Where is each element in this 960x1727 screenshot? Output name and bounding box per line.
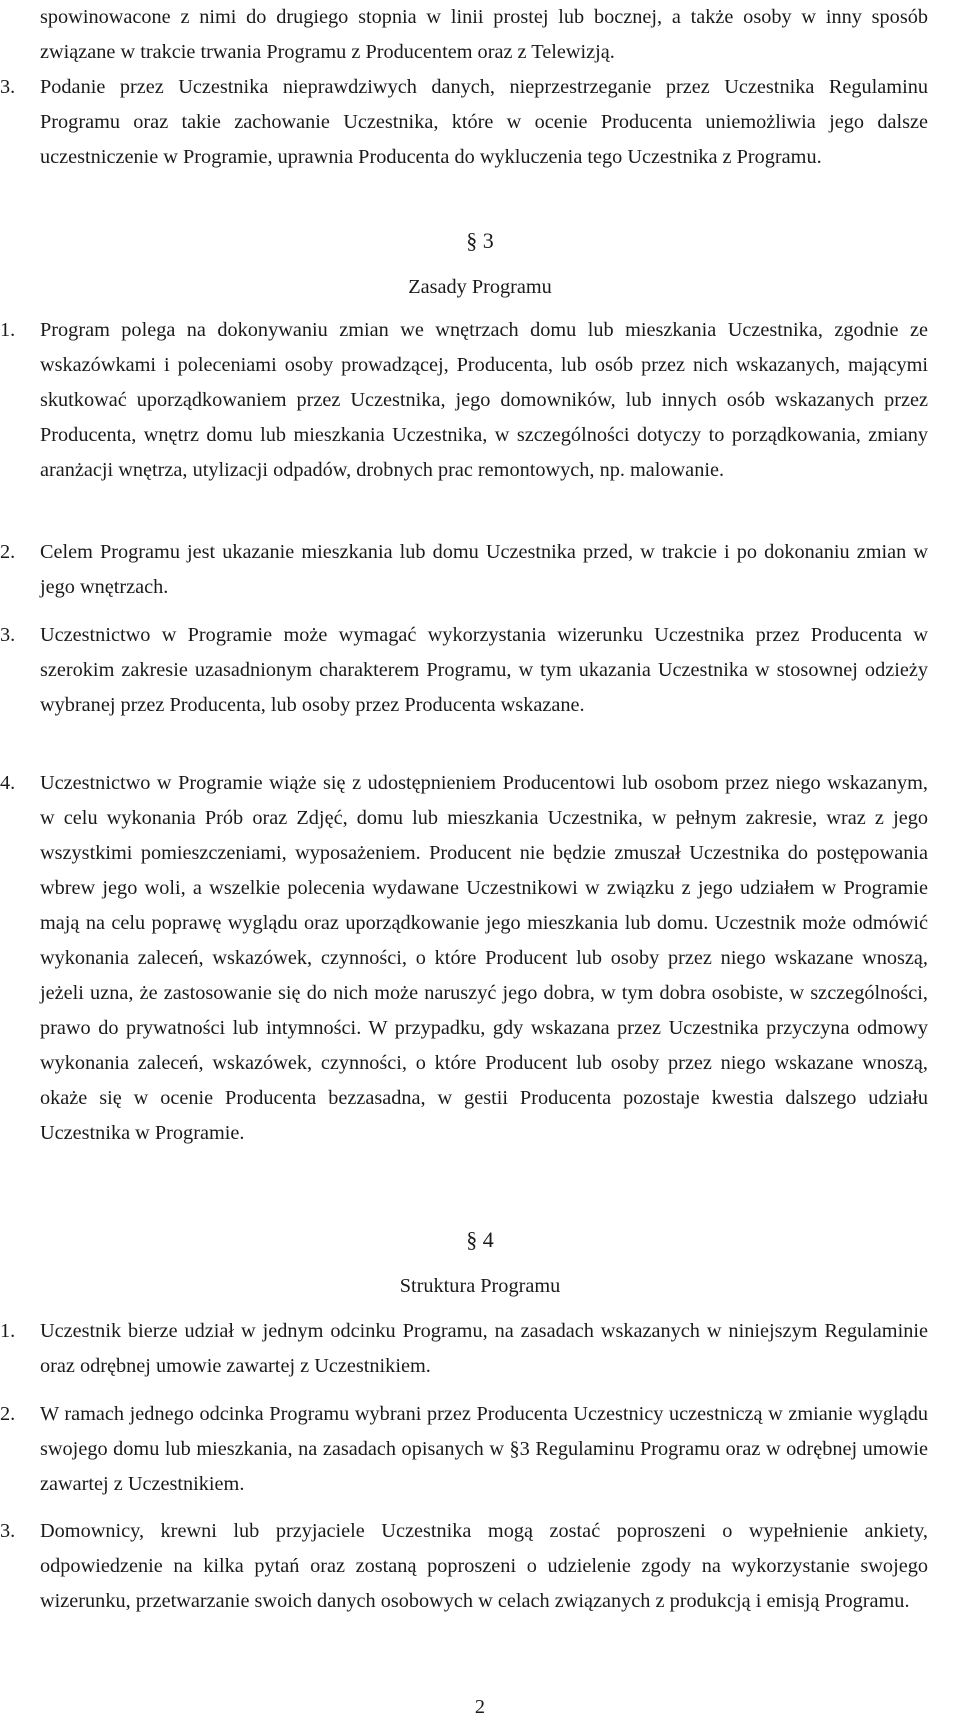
item-text: Domownicy, krewni lub przyjaciele Uczestnika mogą zostać poproszeni o wypełnienie ankiety, odpowiedzenie na kilka pytań oraz zostaną poproszeni o udzielenie zgody na wykorzystanie swojego wizerunku, przetwarzanie swoich danych osobowych w celach związanych z produkcją i emisją Programu. [40,1520,928,1612]
page-number: 2 [474,1696,486,1718]
item-number: 3. [0,624,16,646]
item-number: 1. [0,1320,16,1342]
item-text: W ramach jednego odcinka Programu wybrani przez Producenta Uczestnicy uczestniczą w zmianie wyglądu swojego domu lub mieszkania, na zasadach opisanych w §3 Regulaminu Programu oraz w odrębnej umowie zawartej z Uczestnikiem. [40,1403,928,1495]
section2-item-3 [0,70,928,175]
item-text: Uczestnik bierze udział w jednym odcinku Programu, na zasadach wskazanych w niniejszym Regulaminie oraz odrębnej umowie zawartej z Uczestnikiem. [40,1320,928,1377]
section3-item-3 [0,618,928,723]
item-number: 2. [0,1403,16,1425]
intro-continuation-paragraph: spowinowacone z nimi do drugiego stopnia w linii prostej lub bocznej, a także osoby w inny sposób związane w trakcie trwania Programu z Producentem oraz z Telewizją. [40,6,928,63]
item-text: Podanie przez Uczestnika nieprawdziwych danych, nieprzestrzeganie przez Uczestnika Regulaminu Programu oraz takie zachowanie Uczestnika, które w ocenie Producenta uniemożliwia jego dalsze uczestniczenie w Programie, uprawnia Producenta do wykluczenia tego Uczestnika z Programu. [40,76,928,168]
item-number: 3. [0,1520,16,1542]
item-text: Celem Programu jest ukazanie mieszkania lub domu Uczestnika przed, w trakcie i po dokonaniu zmian w jego wnętrzach. [40,541,928,598]
item-number: 2. [0,541,16,563]
section-3-title: Zasady Programu [408,276,552,298]
item-number: 4. [0,772,16,794]
item-number: 3. [0,76,16,98]
item-text: Program polega na dokonywaniu zmian we wnętrzach domu lub mieszkania Uczestnika, zgodnie ze wskazówkami i poleceniami osoby prowadzącej, Producenta, lub osób przez nich wskazanych, mającymi skutkować uporządkowaniem przez Uczestnika, jego domowników, lub innych osób wskazanych przez Producenta, wnętrz domu lub mieszkania Uczestnika, w szczególności dotyczy to porządkowania, zmiany aranżacji wnętrza, utylizacji odpadów, drobnych prac remontowych, np. malowanie. [40,319,928,481]
section-3-heading: § 3 [466,228,494,253]
section4-item-3 [0,1514,928,1619]
section-4-heading: § 4 [466,1227,494,1252]
item-text: Uczestnictwo w Programie wiąże się z udostępnieniem Producentowi lub osobom przez niego wskazanym, w celu wykonania Prób oraz Zdjęć, domu lub mieszkania Uczestnika, w pełnym zakresie, wraz z jego wszystkimi pomieszczeniami, wyposażeniem. Producent nie będzie zmuszał Uczestnika do postępowania wbrew jego woli, a wszelkie polecenia wydawane Uczestnikowi w związku z jego udziałem w Programie mają na celu poprawę wyglądu oraz uporządkowanie jego mieszkania lub domu. Uczestnik może odmówić wykonania zaleceń, wskazówek, czynności, o które Producent lub osoby przez niego wskazane wnoszą, jeżeli uzna, że zastosowanie się do nich może naruszyć jego dobra, w tym dobra osobiste, w szczególności, prawo do prywatności lub intymności. W przypadku, gdy wskazana przez Uczestnika przyczyna odmowy wykonania zaleceń, wskazówek, czynności, o które Producent lub osoby przez niego wskazane wnoszą, okaże się w ocenie Producenta bezzasadna, w gestii Producenta pozostaje kwestia dalszego udziału Uczestnika w Programie. [40,772,928,1144]
section3-item-2 [0,535,928,605]
section4-item-2 [0,1397,928,1502]
section3-item-1 [0,313,928,488]
section3-item-4 [0,766,928,1151]
section-4-title: Struktura Programu [399,1275,561,1297]
section4-item-1 [0,1314,928,1384]
item-text: Uczestnictwo w Programie może wymagać wykorzystania wizerunku Uczestnika przez Producenta w szerokim zakresie uzasadnionym charakterem Programu, w tym ukazania Uczestnika w stosownej odzieży wybranej przez Producenta, lub osoby przez Producenta wskazane. [40,624,928,716]
item-number: 1. [0,319,16,341]
